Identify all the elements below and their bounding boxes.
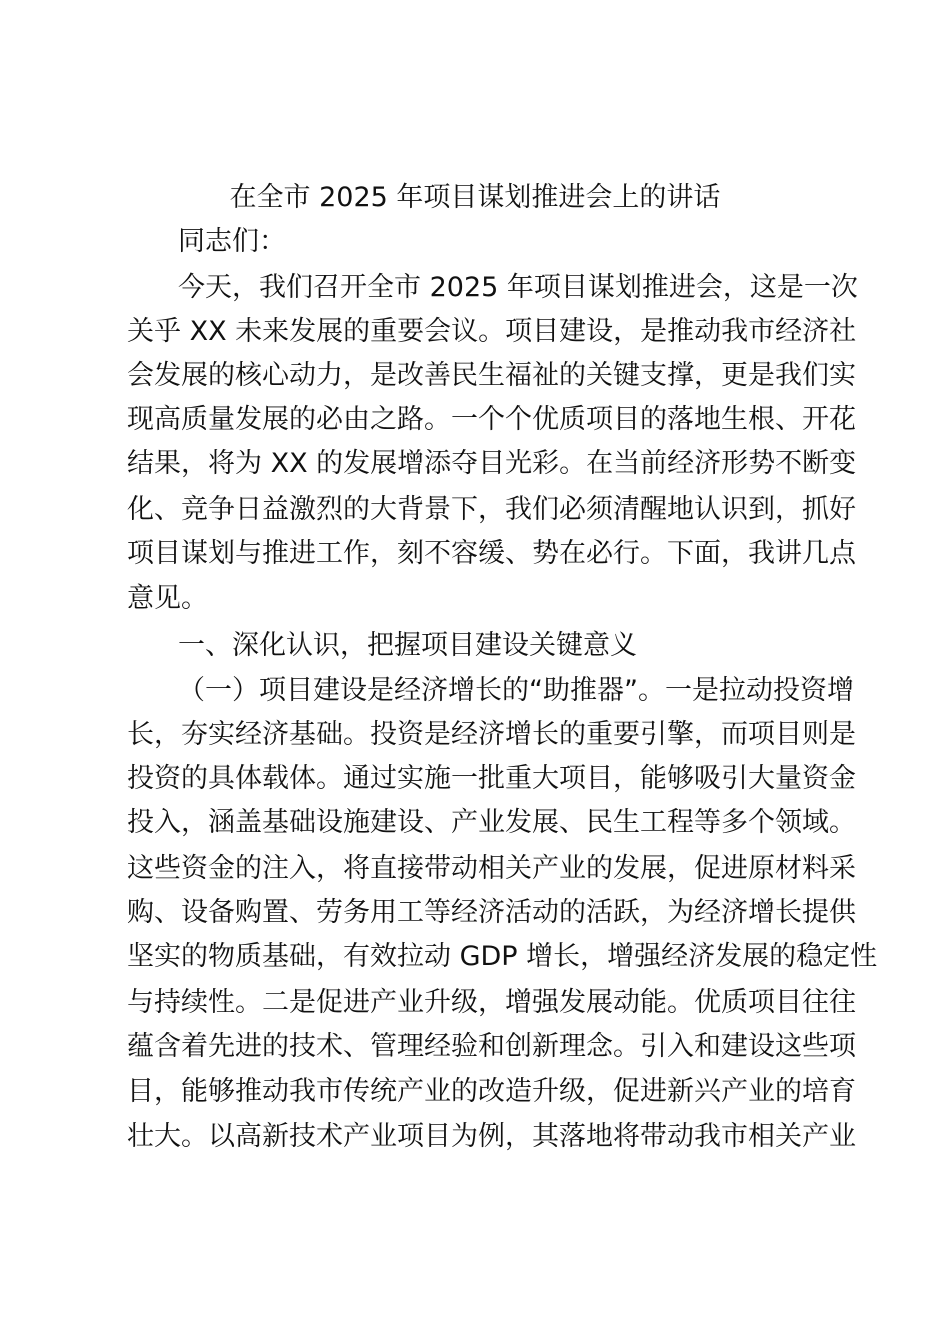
paragraph-line-11: 投资的具体载体。通过实施一批重大项目，能够吸引大量资金 xyxy=(127,763,856,794)
paragraph-line-2: 关乎 XX 未来发展的重要会议。项目建设，是推动我市经济社 xyxy=(127,316,857,347)
paragraph-line-4: 现高质量发展的必由之路。一个个优质项目的落地生根、开花 xyxy=(127,404,856,435)
paragraph-line-18: 目，能够推动我市传统产业的改造升级，促进新兴产业的培育 xyxy=(127,1076,856,1107)
paragraph-line-15: 坚实的物质基础，有效拉动 GDP 增长，增强经济发展的稳定性 xyxy=(127,941,878,972)
paragraph-line-3: 会发展的核心动力，是改善民生福祉的关键支撑，更是我们实 xyxy=(127,360,856,391)
paragraph-line-12: 投入，涵盖基础设施建设、产业发展、民生工程等多个领域。 xyxy=(127,807,856,838)
paragraph-line-14: 购、设备购置、劳务用工等经济活动的活跃，为经济增长提供 xyxy=(127,897,856,928)
paragraph-line-5: 结果，将为 XX 的发展增添夺目光彩。在当前经济形势不断变 xyxy=(127,448,857,479)
paragraph-line-6: 化、竞争日益激烈的大背景下，我们必须清醒地认识到，抓好 xyxy=(127,494,856,525)
paragraph-line-19: 壮大。以高新技术产业项目为例，其落地将带动我市相关产业 xyxy=(127,1121,856,1152)
paragraph-line-8: 意见。 xyxy=(127,583,208,614)
paragraph-line-16: 与持续性。二是促进产业升级，增强发展动能。优质项目往往 xyxy=(127,987,856,1018)
paragraph-line-13: 这些资金的注入，将直接带动相关产业的发展，促进原材料采 xyxy=(127,853,856,884)
paragraph-line-7: 项目谋划与推进工作，刻不容缓、势在必行。下面，我讲几点 xyxy=(127,538,856,569)
speech-title: 在全市 2025 年项目谋划推进会上的讲话 xyxy=(229,182,721,213)
salutation: 同志们： xyxy=(178,226,286,257)
paragraph-line-10: 长，夯实经济基础。投资是经济增长的重要引擎，而项目则是 xyxy=(127,719,856,750)
paragraph-line-9: （一）项目建设是经济增长的“助推器”。一是拉动投资增 xyxy=(178,675,854,706)
paragraph-line-1: 今天，我们召开全市 2025 年项目谋划推进会，这是一次 xyxy=(178,272,858,303)
paragraph-line-17: 蕴含着先进的技术、管理经验和创新理念。引入和建设这些项 xyxy=(127,1031,856,1062)
section-heading-1: 一、深化认识，把握项目建设关键意义 xyxy=(178,630,637,661)
